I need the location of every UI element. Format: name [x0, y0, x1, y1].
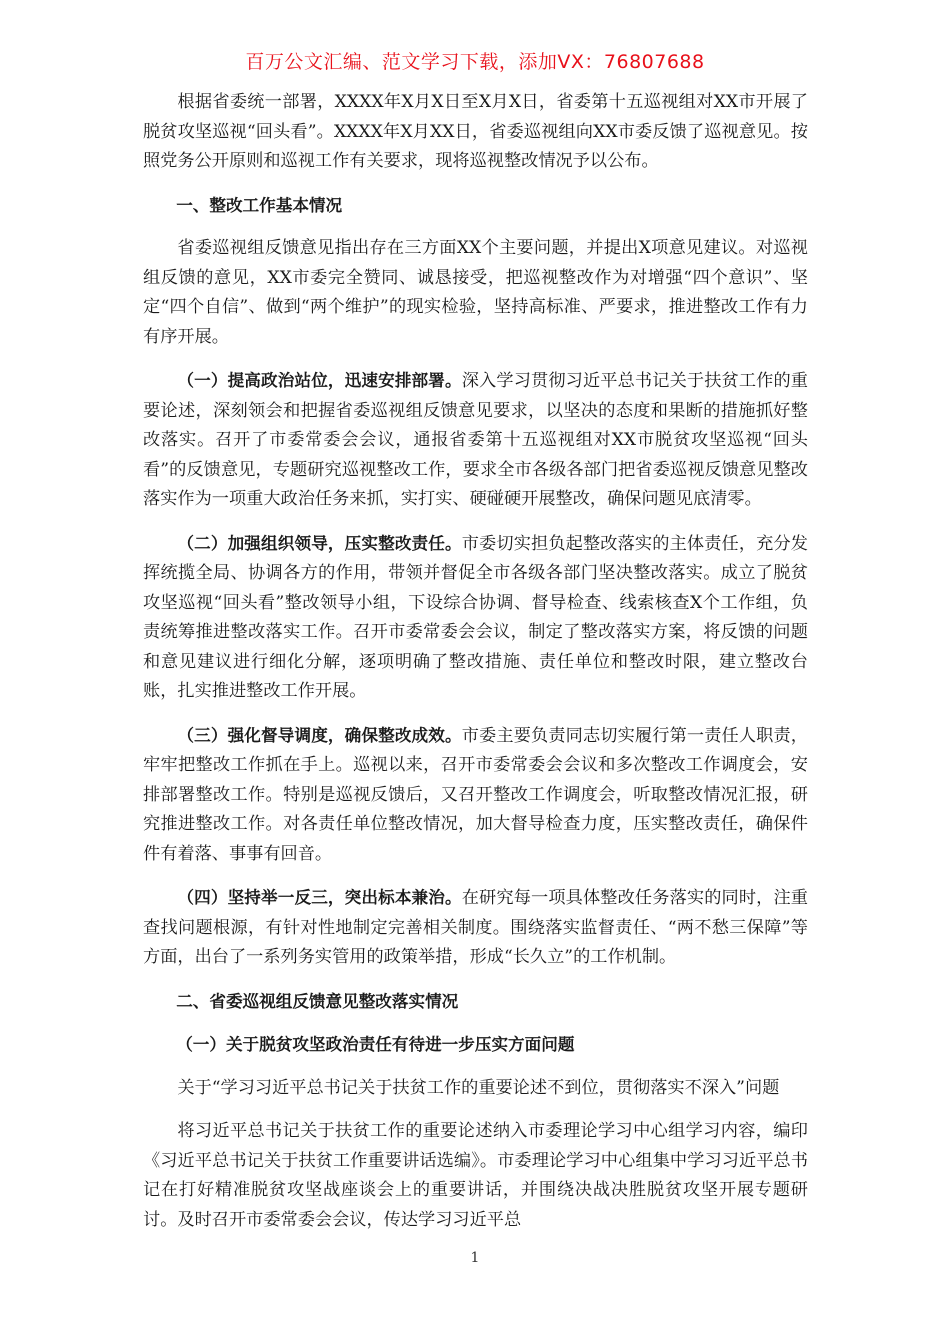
section-2-heading: 二、省委巡视组反馈意见整改落实情况: [176, 991, 459, 1011]
document-body: [143, 88, 808, 1249]
item-4-lead: （四）坚持举一反三，突出标本兼治。: [177, 888, 462, 907]
section-1-heading: 一、整改工作基本情况: [176, 195, 343, 215]
section-2-paragraph: 将习近平总书记关于扶贫工作的重要论述纳入市委理论学习中心组学习内容，编印《习近平总书记关于扶贫工作重要讲话选编》。市委理论学习中心组集中学习习近平总书记在打好精准脱贫攻坚战座谈会上的重要讲话，并围绕决战决胜脱贫攻坚开展专题研讨。及时召开市委常委会会议，传达学习习近平总: [143, 1121, 808, 1230]
item-4-text: 在研究每一项具体整改任务落实的同时，注重查找问题根源，有针对性地制定完善相关制度。围绕落实监督责任、“两不愁三保障”等方面，出台了一系列务实管用的政策举措，形成“长久立”的工作机制。: [143, 888, 808, 967]
item-1-paragraph: [143, 366, 808, 515]
item-1-text: 深入学习贯彻习近平总书记关于扶贫工作的重要论述，深刻领会和把握省委巡视组反馈意见要求，以坚决的态度和果断的措施抓好整改落实。召开了市委常委会会议，通报省委第十五巡视组对XX市脱贫攻坚巡视“回头看”的反馈意见，专题研究巡视整改工作，要求全市各级各部门把省委巡视反馈意见整改落实作为一项重大政治任务来抓，实打实、硬碰硬开展整改，确保问题见底清零。: [143, 371, 808, 509]
item-2-lead: （二）加强组织领导，压实整改责任。: [177, 533, 462, 553]
item-1-lead: （一）提高政治站位，迅速安排部署。: [177, 371, 462, 390]
item-4-paragraph: [143, 883, 808, 973]
intro-paragraph: 根据省委统一部署，XXXX年X月X日至X月X日，省委第十五巡视组对XX市开展了脱贫攻坚巡视“回头看”。XXXX年X月XX日，省委巡视组向XX市委反馈了巡视意见。按照党务公开原则和巡视工作有关要求，现将巡视整改情况予以公布。: [143, 92, 808, 171]
section-1-paragraph: 省委巡视组反馈意见指出存在三方面XX个主要问题，并提出X项意见建议。对巡视组反馈的意见，XX市委完全赞同、诚恳接受，把巡视整改作为对增强“四个意识”、坚定“四个自信”、做到“两个维护”的现实检验，坚持高标准、严要求，推进整改工作有力有序开展。: [143, 238, 808, 347]
header-banner: 百万公文汇编、范文学习下载，添加VX：76807688: [245, 51, 705, 73]
page-number: 1: [470, 1250, 480, 1266]
item-3-paragraph: [143, 721, 808, 870]
section-2-subheading: （一）关于脱贫攻坚政治责任有待进一步压实方面问题: [176, 1035, 575, 1054]
item-2-text: 市委切实担负起整改落实的主体责任，充分发挥统揽全局、协调各方的作用，带领并督促全市各级各部门坚决整改落实。成立了脱贫攻坚巡视“回头看”整改领导小组，下设综合协调、督导检查、线索核查X个工作组，负责统筹推进整改落实工作。召开市委常委会会议，制定了整改落实方案，将反馈的问题和意见建议进行细化分解，逐项明确了整改措施、责任单位和整改时限，建立整改台账，扎实推进整改工作开展。: [143, 533, 808, 701]
item-3-lead: （三）强化督导调度，确保整改成效。: [177, 725, 462, 745]
item-3-text: 市委主要负责同志切实履行第一责任人职责，牢牢把整改工作抓在手上。巡视以来，召开市委常委会会议和多次整改工作调度会，安排部署整改工作。特别是巡视反馈后，又召开整改工作调度会，听取整改情况汇报，研究推进整改工作。对各责任单位整改情况，加大督导检查力度，压实整改责任，确保件件有着落、事事有回音。: [143, 725, 808, 864]
section-2-issue: 关于“学习习近平总书记关于扶贫工作的重要论述不到位，贯彻落实不深入”问题: [177, 1077, 780, 1098]
item-2-paragraph: [143, 529, 808, 707]
